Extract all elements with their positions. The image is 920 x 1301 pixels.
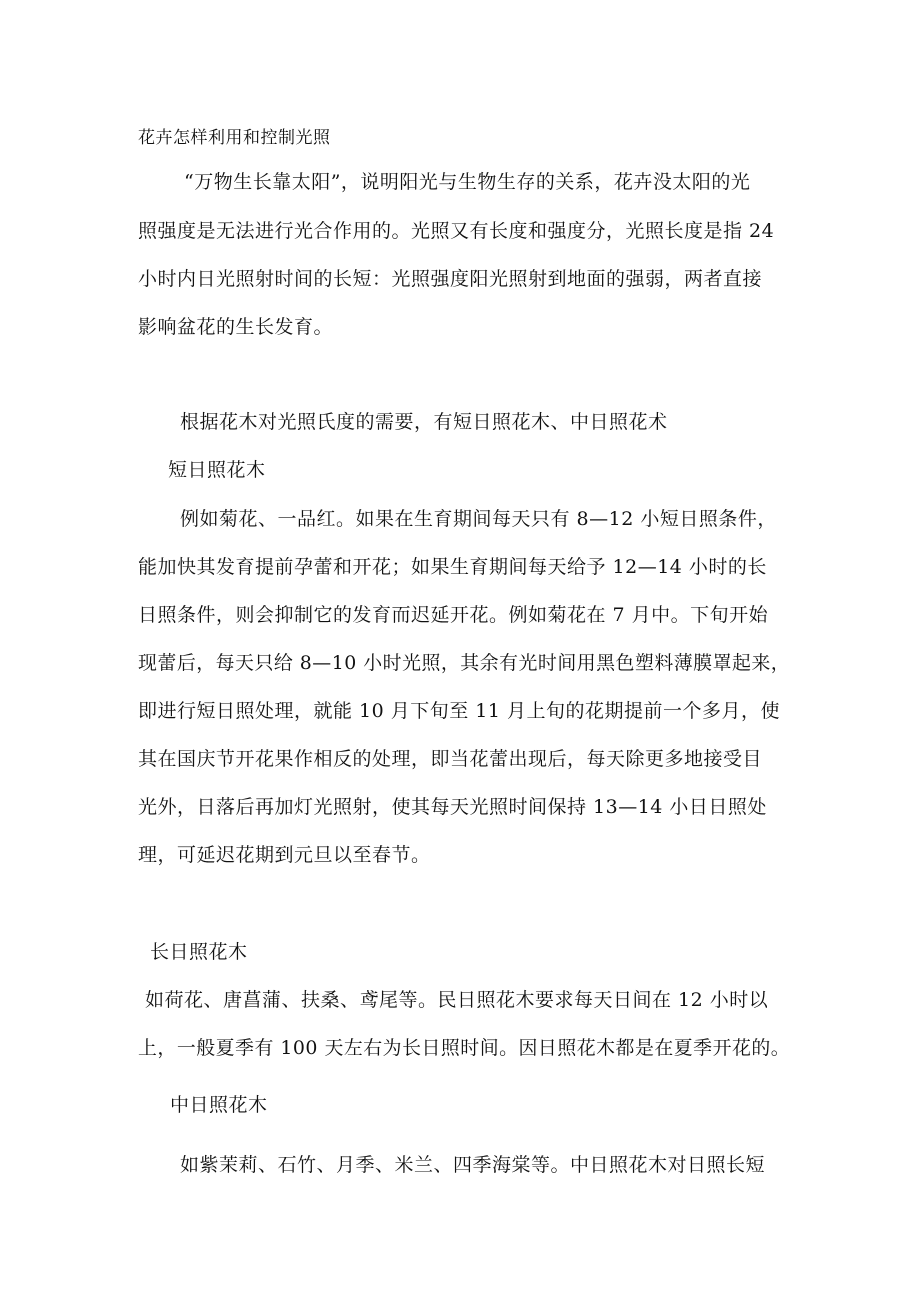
- short-day-line-6: 其在国庆节开花果作相反的处理，即当花蕾出现后，每天除更多地接受目: [138, 748, 763, 770]
- short-day-line-5: 即进行短日照处理，就能 10 月下旬至 11 月上旬的花期提前一个多月，使: [138, 700, 781, 722]
- short-day-line-4: 现蕾后，每天只给 8—10 小时光照，其余有光时间用黑色塑料薄膜罩起来，: [138, 652, 791, 674]
- intro-line-3: 小时内日光照射时间的长短：光照强度阳光照射到地面的强弱，两者直接: [138, 268, 763, 290]
- long-day-heading: 长日照花木: [150, 941, 248, 963]
- short-day-line-7: 光外，日落后再加灯光照射，使其每天光照时间保持 13—14 小日日照处: [138, 796, 767, 818]
- intro-line-4: 影响盆花的生长发育。: [138, 316, 334, 338]
- document-title: 花卉怎样利用和控制光照: [138, 128, 331, 148]
- short-day-line-8: 理，可延迟花期到元旦以至春节。: [138, 844, 431, 866]
- long-day-line-2: 上，一般夏季有 100 天左右为长日照时间。因日照花木都是在夏季开花的。: [138, 1037, 791, 1059]
- mid-day-line-1: 如紫茉莉、石竹、月季、米兰、四季海棠等。中日照花木对日照长短: [180, 1154, 766, 1176]
- intro-line-2: 照强度是无法进行光合作用的。光照又有长度和强度分，光照长度是指 24: [138, 220, 775, 242]
- intro-line-1: “万物生长靠太阳”，说明阳光与生物生存的关系，花卉没太阳的光: [184, 171, 751, 193]
- short-day-heading: 短日照花木: [168, 459, 266, 481]
- classification-line: 根据花木对光照氏度的需要，有短日照花木、中日照花术: [180, 411, 668, 433]
- mid-day-heading: 中日照花木: [170, 1094, 268, 1116]
- short-day-line-3: 日照条件，则会抑制它的发育而迟延开花。例如菊花在 7 月中。下旬开始: [138, 604, 769, 626]
- short-day-line-1: 例如菊花、一品红。如果在生育期间每天只有 8—12 小短日照条件，: [180, 508, 777, 530]
- short-day-line-2: 能加快其发育提前孕蕾和开花；如果生育期间每天给予 12—14 小时的长: [138, 556, 767, 578]
- long-day-line-1: 如荷花、唐菖蒲、扶桑、鸢尾等。民日照花木要求每天日间在 12 小时以: [145, 989, 769, 1011]
